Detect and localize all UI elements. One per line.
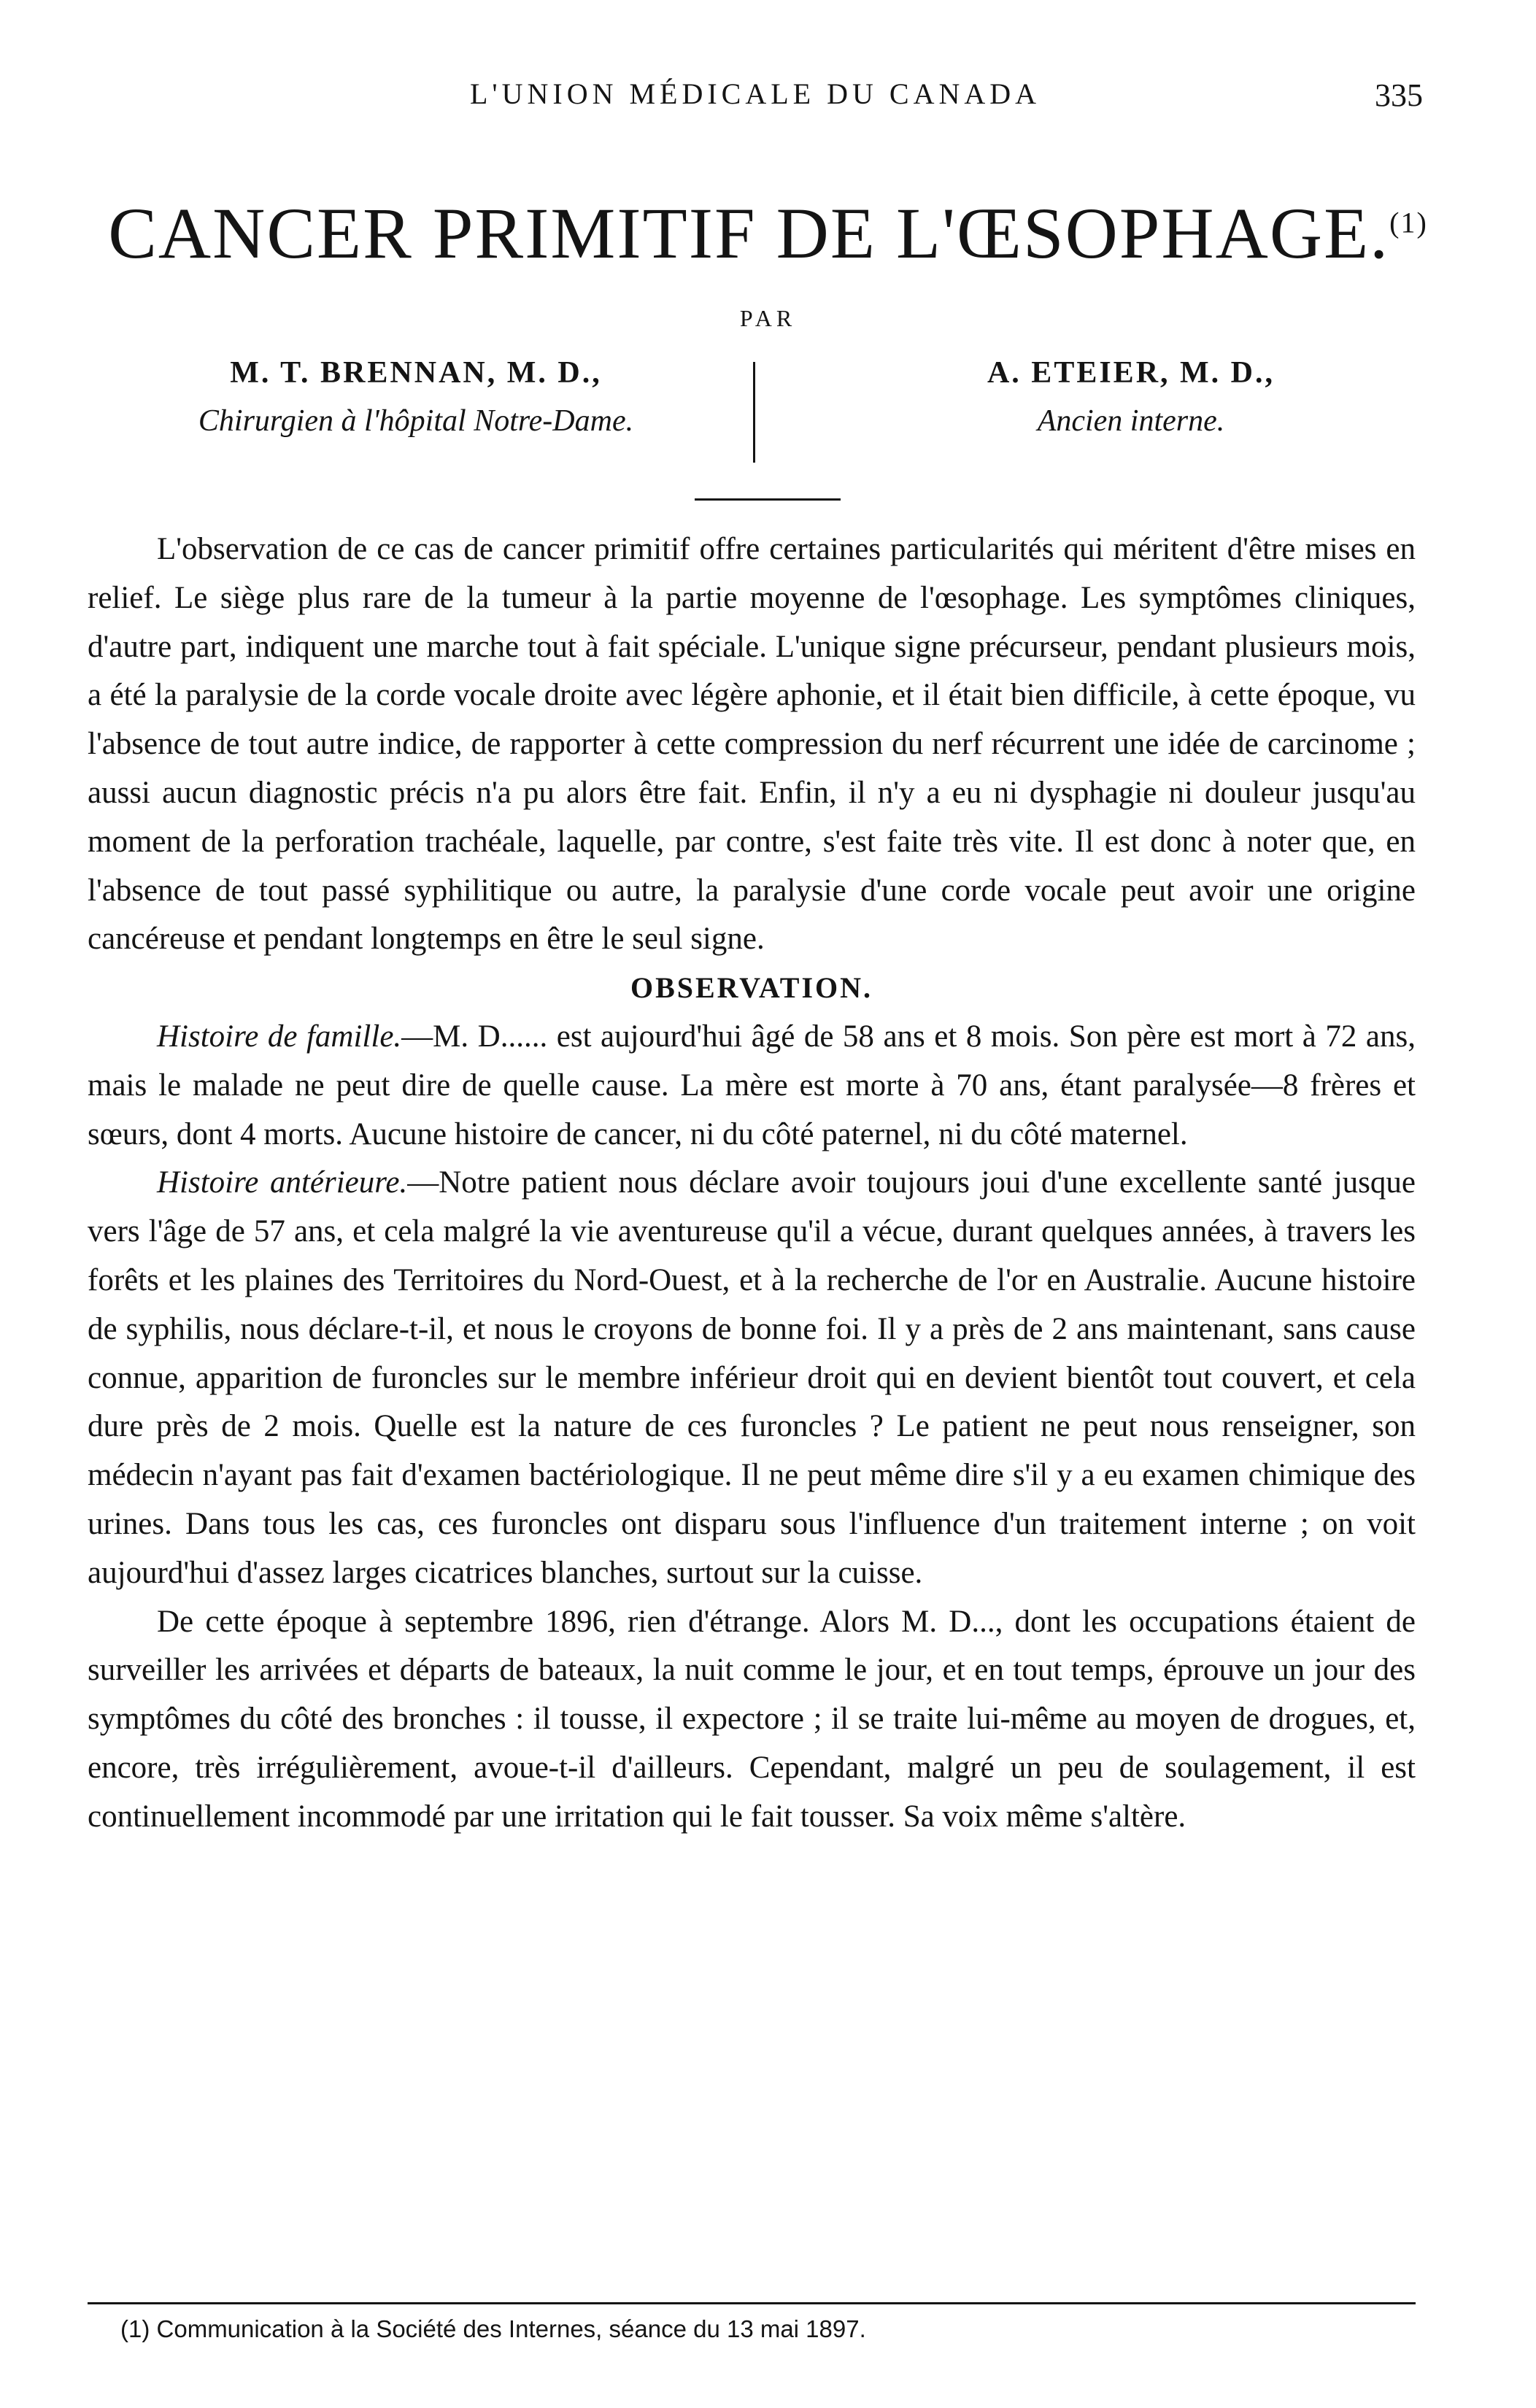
- intro-paragraph: L'observation de ce cas de cancer primitif offre certaines particularités qui méritent d'être mises en relief. Le siège plus rare de la tumeur à la partie moyenne de l'œsophage. Les symptômes cliniques, d'autre part, indiquent une marche tout à fait spéciale. L'unique signe précurseur, pendant plusieurs mois, a été la paralysie de la corde vocale droite avec légère aphonie, et il était bien difficile, à cette époque, vu l'absence de tout autre indice, de rapporter à cette compression du nerf récurrent une idée de carcinome ; aussi aucun diagnostic précis n'a pu alors être fait. Enfin, il n'y a eu ni dysphagie ni douleur jusqu'au moment de la perforation trachéale, laquelle, par contre, s'est faite très vite. Il est donc à noter que, en l'absence de tout passé syphilitique ou autre, la paralysie d'une corde vocale peut avoir une origine cancéreuse et pendant longtemps en être le seul signe.: [88, 532, 1416, 957]
- page-number: 335: [1375, 77, 1423, 113]
- september-paragraph: De cette époque à septembre 1896, rien d'étrange. Alors M. D..., dont les occupations étaient de surveiller les arrivées et départs de bateaux, la nuit comme le jour, et en tout temps, éprouve un jour des symptômes du côté des bronches : il tousse, il expectore ; il se traite lui-même au moyen de drogues, et, encore, très irrégulièrement, avoue-t-il d'ailleurs. Cependant, malgré un peu de soulagement, il est continuellement incommodé par une irritation qui le fait tousser. Sa voix même s'altère.: [88, 1604, 1416, 1834]
- author-role: Chirurgien à l'hôpital Notre-Dame.: [198, 404, 634, 438]
- footnote-marker: (1): [120, 2315, 150, 2342]
- title-footnote-marker: (1): [1389, 206, 1428, 239]
- family-history-paragraph: [88, 1013, 1416, 1159]
- author-name: M. T. BRENNAN, M. D.,: [230, 356, 602, 390]
- author-brennan: [109, 349, 722, 445]
- article-title: [84, 191, 1452, 275]
- author-name: A. ETEIER, M. D.,: [987, 356, 1276, 390]
- journal-name: L'UNION MÉDICALE DU CANADA: [469, 77, 1041, 110]
- author-role: Ancien interne.: [1037, 404, 1225, 438]
- family-history-text: —M. D...... est aujourd'hui âgé de 58 ans et 8 mois. Son père est mort à 72 ans, mais le malade ne peut dire de quelle cause. La mère est morte à 70 ans, étant paralysée—8 frères et sœurs, dont 4 morts. Aucune histoire de cancer, ni du côté paternel, ni du côté maternel.: [88, 1019, 1416, 1151]
- author-divider: [753, 362, 755, 463]
- byline-par: PAR: [739, 305, 797, 331]
- article-title-text: CANCER PRIMITIF DE L'ŒSOPHAGE.: [108, 193, 1390, 274]
- family-history-label: Histoire de famille.: [157, 1019, 402, 1054]
- footnote-text: Communication à la Société des Internes, séance du 13 mai 1897.: [156, 2315, 866, 2342]
- title-rule: [695, 498, 841, 501]
- footnote-rule: [88, 2302, 1416, 2304]
- section-heading: OBSERVATION.: [630, 971, 873, 1005]
- author-eteier: [825, 349, 1437, 445]
- prior-history-label: Histoire antérieure.: [157, 1165, 408, 1200]
- running-head: [88, 77, 1423, 128]
- article-body: [88, 525, 1416, 1842]
- prior-history-paragraph: [88, 1159, 1416, 1597]
- prior-history-text: —Notre patient nous déclare avoir toujours joui d'une excellente santé jusque vers l'âge de 57 ans, et cela malgré la vie aventureuse qu'il a vécue, durant quelques années, à travers les forêts et les plaines des Territoires du Nord-Ouest, et à la recherche de l'or en Australie. Aucune histoire de syphilis, nous déclare-t-il, et nous le croyons de bonne foi. Il y a près de 2 ans maintenant, sans cause connue, apparition de furoncles sur le membre inférieur droit qui en devient bientôt tout couvert, et cela dure près de 2 mois. Quelle est la nature de ces furoncles ? Le patient ne peut nous renseigner, son médecin n'ayant pas fait d'examen bactériologique. Il ne peut même dire s'il y a eu examen chimique des urines. Dans tous les cas, ces furoncles ont disparu sous l'influence d'un traitement interne ; on voit aujourd'hui d'assez larges cicatrices blanches, surtout sur la cuisse.: [88, 1165, 1416, 1590]
- authors-block: [109, 349, 1437, 466]
- footnote: [120, 2313, 1419, 2345]
